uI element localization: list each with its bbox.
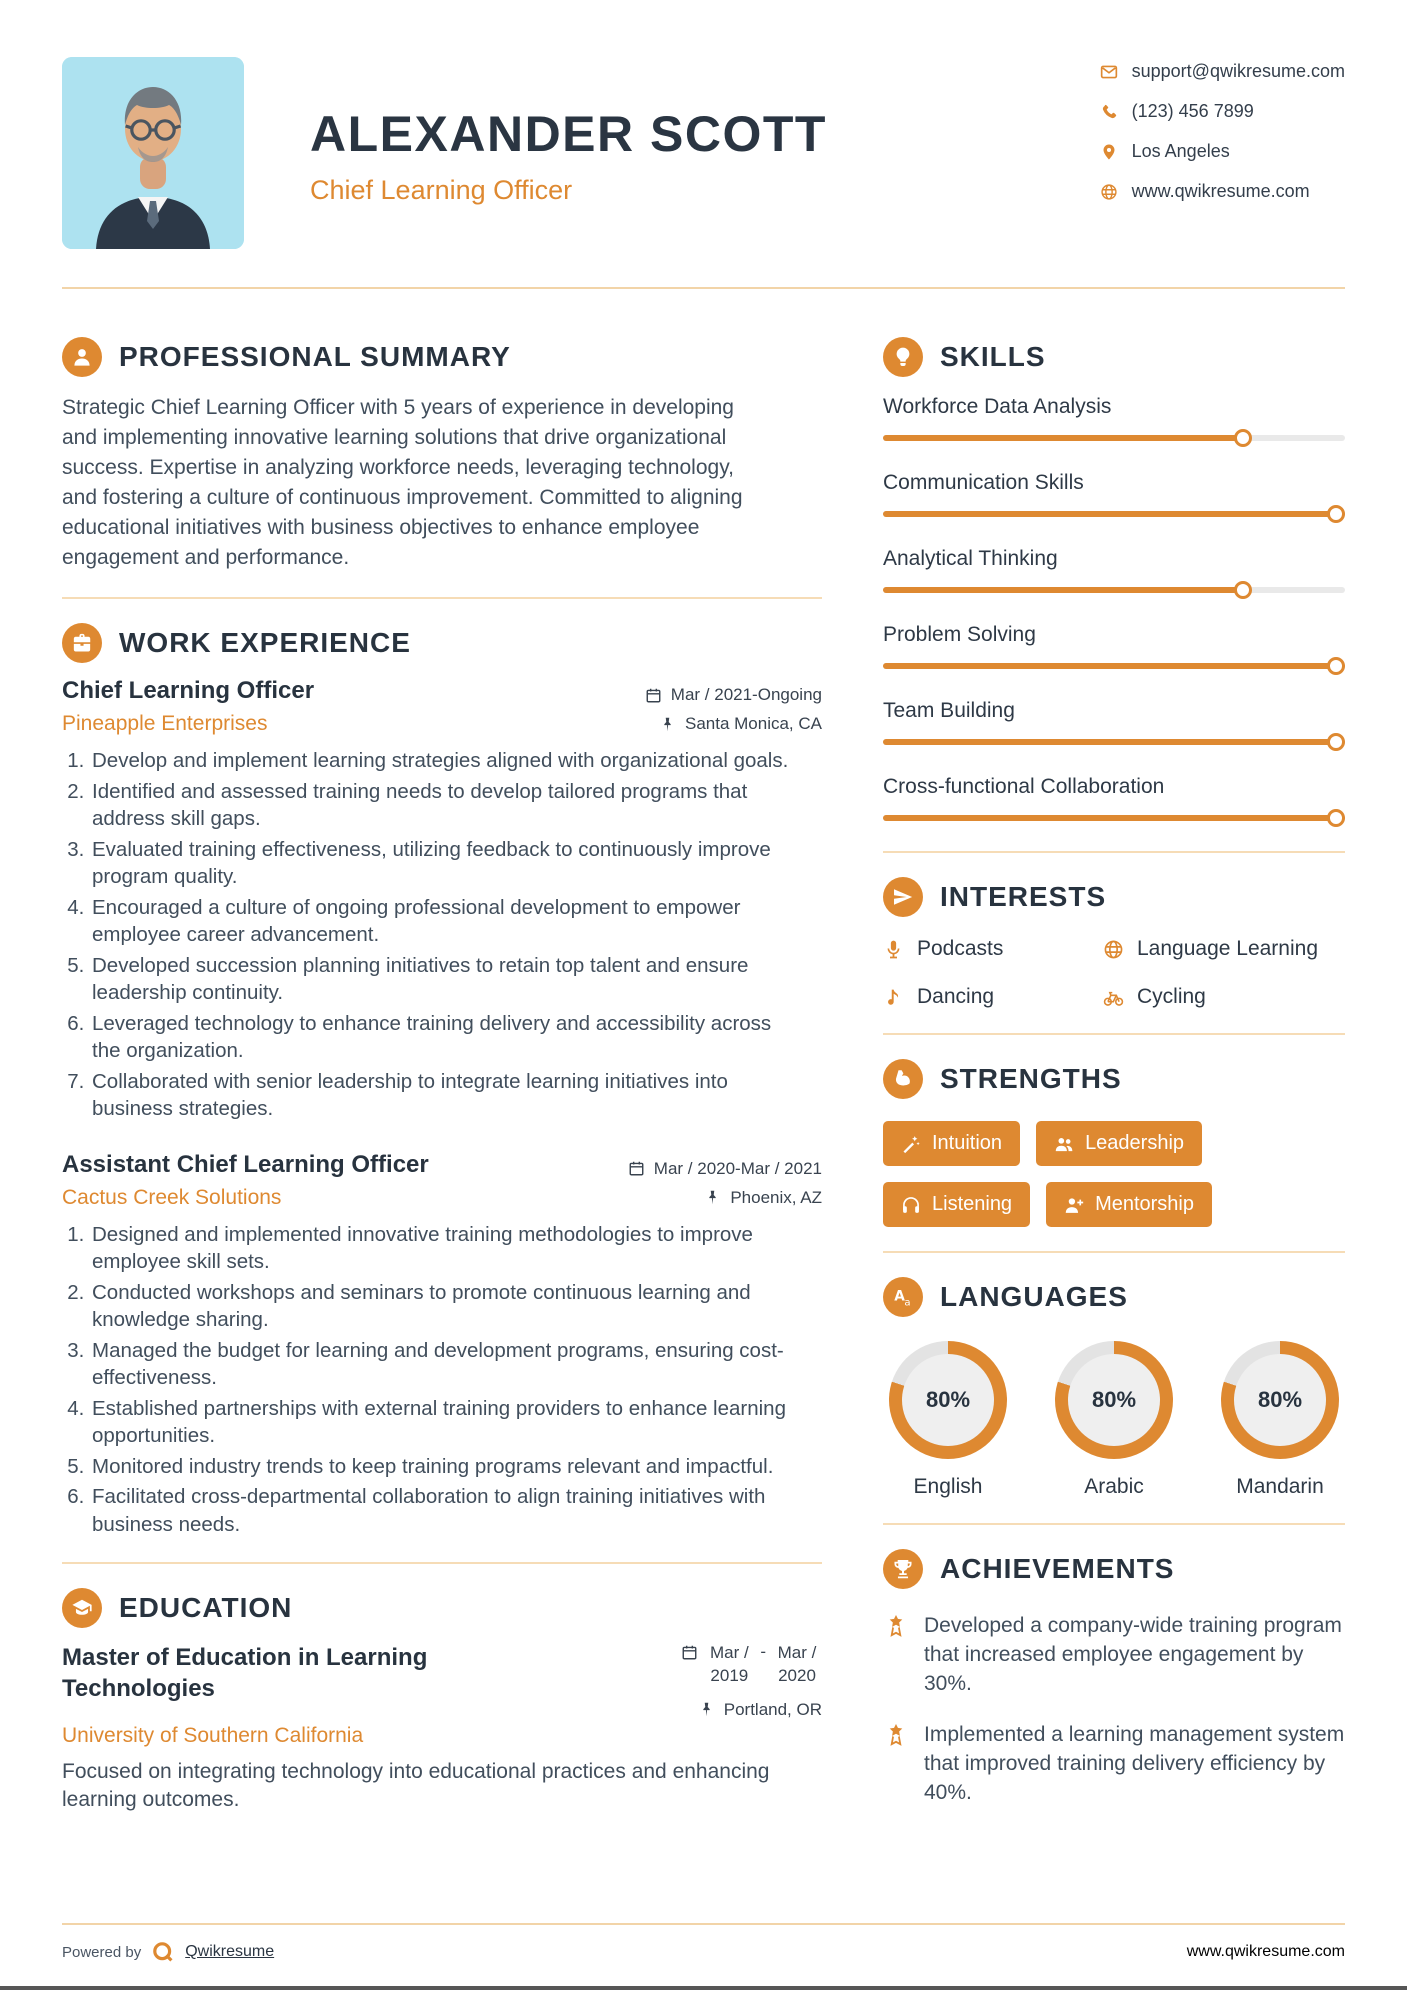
trophy-icon [883,1549,923,1589]
education-meta [681,1642,822,1720]
strength-badge [883,1182,1030,1227]
contact-phone-text: (123) 456 7899 [1131,101,1254,121]
job-title: Assistant Chief Learning Officer [62,1150,429,1178]
language-item [1049,1341,1179,1499]
skill-bar-knob [1327,505,1345,523]
powered-by [62,1940,274,1964]
section-title: STRENGTHS [940,1063,1122,1094]
briefcase-icon [62,623,102,663]
language-percent: 80% [925,1387,971,1412]
summary-text: Strategic Chief Learning Officer with 5 years of experience in developing and implementing innovative learning solutions that drive organizational success. Expertise in analyzing workforce needs, leveraging technology, and fostering a culture of continuous improvement. Committed to aligning educational initiatives with business objectives to enhance employee engagement and performance. [62,396,743,569]
achievement-item [883,1720,1345,1807]
education-date [681,1642,822,1688]
skill-bar-knob [1234,429,1252,447]
section-title: PROFESSIONAL SUMMARY [119,341,511,372]
skill-item [883,699,1345,751]
contact-email[interactable] [1100,61,1345,82]
globe-icon [1103,939,1124,960]
skill-label: Problem Solving [883,623,1036,646]
strength-badge [1046,1182,1212,1227]
job-bullet: 4. Encouraged a culture of ongoing professional development to empower employee career advancement. [90,894,792,949]
skill-bar-knob [1234,581,1252,599]
section-title: LANGUAGES [940,1281,1128,1312]
bicycle-icon [1103,987,1124,1008]
job-bullet: 6. Facilitated cross-departmental collaboration to align training initiatives with business needs. [90,1483,792,1538]
skills-section-header [883,337,1345,377]
job-location [704,1188,822,1208]
skill-item [883,395,1345,447]
job-bullet: 1. Develop and implement learning strategies aligned with organizational goals. [90,747,792,775]
portrait-illustration [62,57,244,249]
section-divider [883,851,1345,853]
section-divider [62,597,822,599]
calendar-icon [628,1160,645,1177]
interest-label: Language Learning [1137,937,1319,960]
job-title-row [62,1151,822,1179]
contact-list [1100,61,1345,202]
skill-bar-knob [1327,809,1345,827]
contact-website-text: www.qwikresume.com [1131,181,1310,201]
paper-plane-icon [883,877,923,917]
pushpin-icon [698,1701,715,1718]
job-location [659,714,822,734]
skill-label: Communication Skills [883,471,1084,494]
content-columns [62,337,1345,1814]
section-title: ACHIEVEMENTS [940,1553,1175,1584]
qwikresume-logo [151,1940,175,1964]
skill-bar [883,505,1345,523]
languages-section-header [883,1277,1345,1317]
right-column [883,337,1345,1814]
job-bullet-list [62,747,792,1123]
achievements-list [883,1611,1345,1807]
section-professional-summary [62,337,822,573]
section-divider [883,1033,1345,1035]
education-description: Focused on integrating technology into educational practices and enhancing learning outcomes. [62,1759,770,1811]
section-title: WORK EXPERIENCE [119,627,411,658]
job-bullet: 3. Evaluated training effectiveness, utilizing feedback to continuously improve program quality. [90,836,792,891]
interests-list [883,937,1345,1009]
skill-bar [883,657,1345,675]
job-title-row [62,677,822,705]
page-bottom-edge [0,1986,1407,1990]
language-percent: 80% [1091,1387,1137,1412]
skill-label: Workforce Data Analysis [883,395,1112,418]
language-item [1215,1341,1345,1499]
interest-item [1103,985,1345,1009]
education-location [698,1700,822,1720]
strength-label: Intuition [932,1132,1003,1154]
achievement-text: Implemented a learning management system that improved training delivery efficiency by 40%. [924,1723,1345,1804]
globe-icon [1100,183,1118,201]
header-divider [62,287,1345,289]
job-date [628,1159,822,1179]
job-bullet: 2. Identified and assessed training needs to develop tailored programs that address skill gaps. [90,778,792,833]
interest-item [883,937,1103,961]
job-bullet: 1. Designed and implemented innovative training methodologies to improve employee skill sets. [90,1221,792,1276]
language-label: English [913,1475,983,1498]
degree-title: Master of Education in Learning Technologies [62,1644,428,1702]
section-education [62,1588,822,1814]
job-bullet: 2. Conducted workshops and seminars to promote continuous learning and knowledge sharing. [90,1279,792,1334]
skills-list [883,395,1345,827]
svg-text:a: a [904,1297,911,1308]
interest-label: Podcasts [917,937,1004,960]
job-entry [62,1151,822,1539]
bicep-icon [883,1059,923,1099]
strength-label: Mentorship [1095,1193,1194,1215]
job-date-text: Mar / 2021-Ongoing [670,685,822,704]
person-name: ALEXANDER SCOTT [310,106,827,162]
achievement-text: Developed a company-wide training program that increased employee engagement by 30%. [924,1614,1342,1695]
job-bullet: 5. Developed succession planning initiatives to retain top talent and ensure leadership continuity. [90,952,792,1007]
person-job-title: Chief Learning Officer [310,175,573,205]
translate-icon [883,1277,923,1317]
interests-section-header [883,877,1345,917]
section-divider [62,1562,822,1564]
profile-photo [62,57,244,249]
section-divider [883,1523,1345,1525]
summary-section-header [62,337,822,377]
calendar-icon [645,687,662,704]
achievements-section-header [883,1549,1345,1589]
interest-item [1103,937,1345,961]
skill-item [883,547,1345,599]
skill-bar [883,429,1345,447]
person-icon [62,337,102,377]
phone-icon [1100,103,1118,121]
section-title: EDUCATION [119,1592,293,1623]
job-date [645,685,822,705]
experience-section-header [62,623,822,663]
skill-item [883,775,1345,827]
pushpin-icon [659,716,676,733]
strength-label: Listening [932,1193,1013,1215]
skill-bar [883,809,1345,827]
contact-email-text: support@qwikresume.com [1131,61,1345,81]
contact-location-text: Los Angeles [1131,141,1230,161]
skill-bar [883,581,1345,599]
footer-row [62,1940,1345,1964]
job-title: Chief Learning Officer [62,677,315,704]
strength-badge [1036,1121,1202,1166]
section-divider [883,1251,1345,1253]
language-donut-chart [1055,1341,1173,1459]
strengths-section-header [883,1059,1345,1099]
calendar-icon [681,1644,698,1661]
achievement-item [883,1611,1345,1698]
music-note-icon [883,987,904,1008]
location-pin-icon [1100,143,1118,161]
award-icon [883,1613,909,1639]
footer-divider [62,1923,1345,1925]
job-bullet: 3. Managed the budget for learning and development programs, ensuring cost-effectiveness. [90,1337,792,1392]
pushpin-icon [704,1189,721,1206]
interest-label: Cycling [1137,985,1206,1008]
interest-label: Dancing [917,985,995,1008]
job-company: Pineapple Enterprises [62,712,268,735]
section-languages [883,1277,1345,1499]
language-item [883,1341,1013,1499]
education-date-end: Mar / 2020 [777,1643,817,1685]
job-bullet: 5. Monitored industry trends to keep training programs relevant and impactful. [90,1453,792,1481]
language-label: Mandarin [1236,1475,1324,1498]
wand-icon [901,1134,921,1154]
microphone-icon [883,939,904,960]
graduation-cap-icon [62,1588,102,1628]
people-icon [1054,1134,1074,1154]
section-strengths [883,1059,1345,1227]
header [62,57,1345,249]
left-column [62,337,822,1814]
job-company: Cactus Creek Solutions [62,1185,282,1209]
svg-text:A: A [894,1288,905,1305]
language-donut-chart [889,1341,1007,1459]
job-company-row [62,1186,822,1210]
education-location-text: Portland, OR [723,1699,822,1719]
footer [62,1923,1345,1964]
education-date-start: Mar / 2019 [709,1643,749,1685]
strength-label: Leadership [1085,1132,1185,1154]
user-plus-icon [1064,1195,1084,1215]
language-donut-chart [1221,1341,1339,1459]
language-percent: 80% [1257,1387,1303,1412]
job-date-text: Mar / 2020-Mar / 2021 [653,1158,822,1178]
qwikresume-link[interactable]: Qwikresume [185,1943,275,1960]
education-title-row [62,1642,822,1720]
education-section-header [62,1588,822,1628]
languages-list [883,1341,1345,1499]
job-bullet: 6. Leveraged technology to enhance training delivery and accessibility across the organization. [90,1010,792,1065]
section-work-experience [62,623,822,1538]
education-date-separator: - [760,1642,766,1661]
skill-bar-knob [1327,733,1345,751]
section-title: SKILLS [940,341,1046,372]
skill-label: Analytical Thinking [883,547,1058,570]
job-bullet: 7. Collaborated with senior leadership to integrate learning initiatives into business strategies. [90,1068,792,1123]
skill-label: Team Building [883,699,1015,722]
footer-website-link[interactable]: www.qwikresume.com [1186,1943,1345,1960]
skill-label: Cross-functional Collaboration [883,775,1165,798]
contact-phone [1100,101,1345,122]
strength-badge [883,1121,1020,1166]
contact-website[interactable] [1100,181,1345,202]
skill-bar [883,733,1345,751]
email-icon [1100,63,1118,81]
job-bullet: 4. Established partnerships with external training providers to enhance learning opportunities. [90,1395,792,1450]
language-label: Arabic [1084,1475,1144,1498]
award-icon [883,1722,909,1748]
identity-block [310,105,827,206]
contact-location [1100,141,1345,162]
strengths-list [883,1121,1345,1227]
skill-item [883,623,1345,675]
skill-item [883,471,1345,523]
lightbulb-icon [883,337,923,377]
job-location-text: Phoenix, AZ [730,1187,822,1207]
job-bullet-list [62,1221,792,1539]
section-interests [883,877,1345,1009]
interest-item [883,985,1103,1009]
job-company-row [62,712,822,736]
powered-by-text: Powered by [62,1943,142,1961]
headphones-icon [901,1195,921,1215]
skill-bar-knob [1327,657,1345,675]
section-title: INTERESTS [940,881,1107,912]
job-entry [62,677,822,1123]
job-location-text: Santa Monica, CA [684,714,822,733]
section-skills [883,337,1345,827]
section-achievements [883,1549,1345,1807]
school-name: University of Southern California [62,1723,364,1747]
